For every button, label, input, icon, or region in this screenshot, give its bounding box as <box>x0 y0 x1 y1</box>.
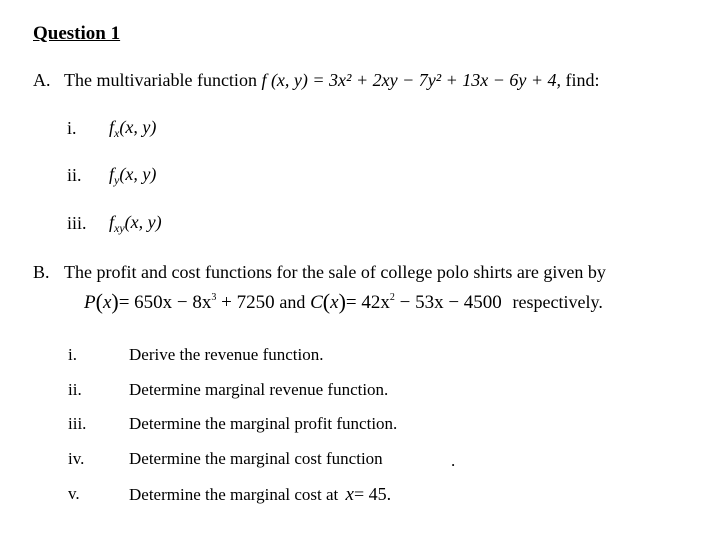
cost-arg: x <box>330 292 339 313</box>
item-v-math-tail: = 45. <box>353 484 392 504</box>
part-a-item-expr <box>109 212 162 236</box>
profit-arg: x <box>102 292 112 313</box>
expr-sub: y <box>114 173 120 187</box>
part-b-item-num: iii. <box>68 414 87 433</box>
part-a-item-num: i. <box>67 118 77 138</box>
respectively-word: respectively. <box>512 292 603 312</box>
part-a-find: find: <box>565 70 600 90</box>
expr-args: (x, y) <box>119 164 157 184</box>
expr-sub: x <box>114 126 120 140</box>
part-a-label: A. <box>33 70 51 90</box>
part-b-item-text-v <box>129 484 391 506</box>
part-b-item-num: iv. <box>68 449 85 468</box>
expr-base: f <box>109 212 115 232</box>
cost-rhs: = 42x <box>345 292 390 313</box>
part-a-item-num: ii. <box>67 165 82 185</box>
part-b-item-text: Determine the marginal profit function. <box>129 414 398 433</box>
profit-rhs: = 650x − 8x <box>118 292 212 313</box>
part-a-item-expr <box>109 164 156 188</box>
part-b-label: B. <box>33 262 50 282</box>
expr-args: (x, y) <box>124 212 162 232</box>
trailing-dot: . <box>451 451 456 470</box>
profit-tail: + 7250 <box>221 292 275 313</box>
cost-tail: − 53x − 4500 <box>399 292 502 313</box>
part-a-item-num: iii. <box>67 213 87 233</box>
part-a-item-expr <box>109 117 156 141</box>
part-b-item-num: i. <box>68 345 77 364</box>
part-b-functions-line: $P(x)= 650x - 8x^3 + 7250$ and $C(x)= 42x^2 - 53x - 4500$ respectively. <box>84 289 603 314</box>
item-v-text: Determine the marginal cost at <box>129 485 339 504</box>
profit-exp: 3 <box>211 292 217 303</box>
cost-lhs: C <box>310 292 323 313</box>
and-word: and <box>279 292 306 312</box>
expr-base: f <box>109 117 115 137</box>
part-b-item-text: Determine the marginal cost function <box>129 449 383 468</box>
expr-args: (x, y) <box>119 117 157 137</box>
part-a-intro: The multivariable function <box>64 70 257 90</box>
part-b-intro: The profit and cost functions for the sale of college polo shirts are given by <box>64 262 606 282</box>
part-b-item-num: v. <box>68 484 80 503</box>
profit-lhs: P <box>84 292 96 313</box>
part-b-item-text: Derive the revenue function. <box>129 345 324 364</box>
part-b-item-num: ii. <box>68 380 82 399</box>
item-v-math: x <box>345 484 354 505</box>
part-b-item-text: Determine marginal revenue function. <box>129 380 389 399</box>
part-a-line <box>64 70 600 91</box>
question-title: Question 1 <box>33 23 121 44</box>
expr-base: f <box>109 164 115 184</box>
cost-exp: 2 <box>389 292 395 303</box>
expr-sub: xy <box>114 221 125 235</box>
part-a-function: f (x, y) = 3x² + 2xy − 7y² + 13x − 6y + 4, <box>261 70 562 90</box>
